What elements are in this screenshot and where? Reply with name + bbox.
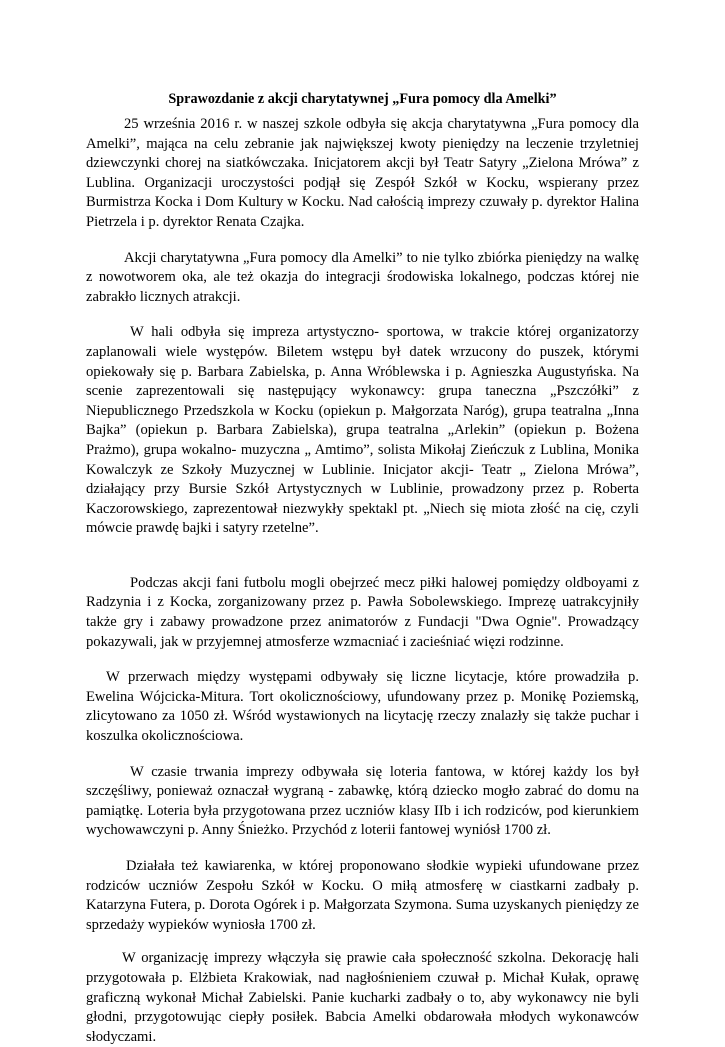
paragraph-performances: W hali odbyła się impreza artystyczno- sportowa, w trakcie której organizatorzy zaplanowali wiele występów. Biletem wstępu był datek wrzucony do puszek, którymi opiekowały się p. Barbara Zabielska, p. Anna Wróblewska i p. Agnieszka Augustyńska. Na scenie zaprezentowali się następujący wykonawcy: grupa taneczna „Pszczółki” z Niepublicznego Przedszkola w Kocku (opiekun p. Małgorzata Naróg), grupa teatralna „Inna Bajka” (opiekun p. Barbara Zabielska), grupa teatralna „Arlekin” (opiekun p. Bożena Prażmo), grupa wokalno- muzyczna „ Amtimo”, solista Mikołaj Zieńczuk z Lublina, Monika Kowalczyk ze Szkoły Muzycznej w Lublinie. Inicjator akcji- Teatr „ Zielona Mrówa”, działający przy Bursie Szkół Artystycznych w Lublinie, prowadzony przez p. Roberta Kaczorowskiego, zaprezentował niezwykły spektakl pt. „Niech się miota złość na cię, czyli mówcie prawdę bajki i satyry rzetelne”. (86, 324, 639, 537)
paragraph-purpose: Akcji charytatywna „Fura pomocy dla Amelki” to nie tylko zbiórka pieniędzy na walkę z nowotworem oka, ale też okazja do integracji środowiska lokalnego, podczas której nie zabrakło licznych atrakcji. (86, 249, 639, 305)
paragraph-cafe: Działała też kawiarenka, w której proponowano słodkie wypieki ufundowane przez rodziców uczniów Zespołu Szkół w Kocku. O miłą atmosferę w ciastkarni zadbały p. Katarzyna Futera, p. Dorota Ogórek i p. Małgorzata Szymona. Suma uzyskanych pieniędzy ze sprzedaży wypieków wyniosła 1700 zł. (86, 858, 639, 933)
paragraph-intro: 25 września 2016 r. w naszej szkole odbyła się akcja charytatywna „Fura pomocy dla Amelki”, mająca na celu zebranie jak największej kwoty pieniędzy na leczenie trzyletniej dziewczynki chorej na siatkówczaka. Inicjatorem akcji był Teatr Satyry „Zielona Mrówa” z Lublina. Organizacji uroczystości podjął się Zespół Szkół w Kocku, wspierany przez Burmistrza Kocka i Dom Kultury w Kocku. Nad całością imprezy czuwały p. dyrektor Halina Pietrzela i p. dyrektor Renata Czajka. (86, 116, 639, 230)
paragraph-organization: W organizację imprezy włączyła się prawie cała społeczność szkolna. Dekorację hali przygotowała p. Elżbieta Krakowiak, nad nagłośnieniem czuwał p. Michał Kułak, oprawę graficzną wykonał Michał Zabielski. Panie kucharki zadbały o to, aby wykonawcy nie byli głodni, przygotowując ciepły posiłek. Babcia Amelki obdarowała młodych wykonawców słodyczami. (86, 950, 639, 1045)
document-body (86, 115, 639, 1047)
paragraph-auctions: W przerwach między występami odbywały się liczne licytacje, które prowadziła p. Ewelina Wójcicka-Mitura. Tort okolicznościowy, ufundowany przez p. Monikę Poziemską, zlicytowano za 1050 zł. Wśród wystawionych na licytację rzeczy znalazły się także puchar i koszulka okolicznościowa. (86, 669, 639, 745)
paragraph-football: Podczas akcji fani futbolu mogli obejrzeć mecz piłki halowej pomiędzy oldboyami z Radzynia i z Kocka, zorganizowany przez p. Pawła Sobolewskiego. Imprezę uatrakcyjniły także gry i zabawy prowadzone przez animatorów z Fundacji "Dwa Ognie". Prowadzący pokazywali, jak w przyjemnej atmosferze wzmacniać i zacieśniać więzi rodzinne. (86, 574, 639, 650)
document-title: Sprawozdanie z akcji charytatywnej „Fura pomocy dla Amelki” (168, 91, 557, 107)
paragraph-lottery: W czasie trwania imprezy odbywała się loteria fantowa, w której każdy los był szczęśliwy, ponieważ oznaczał wygraną - zabawkę, którą dziecko mogło zabrać do domu na pamiątkę. Loteria była przygotowana przez uczniów klasy IIb i ich rodziców, pod kierunkiem wychowawczyni p. Anny Śnieżko. Przychód z loterii fantowej wyniósł 1700 zł. (86, 763, 639, 839)
